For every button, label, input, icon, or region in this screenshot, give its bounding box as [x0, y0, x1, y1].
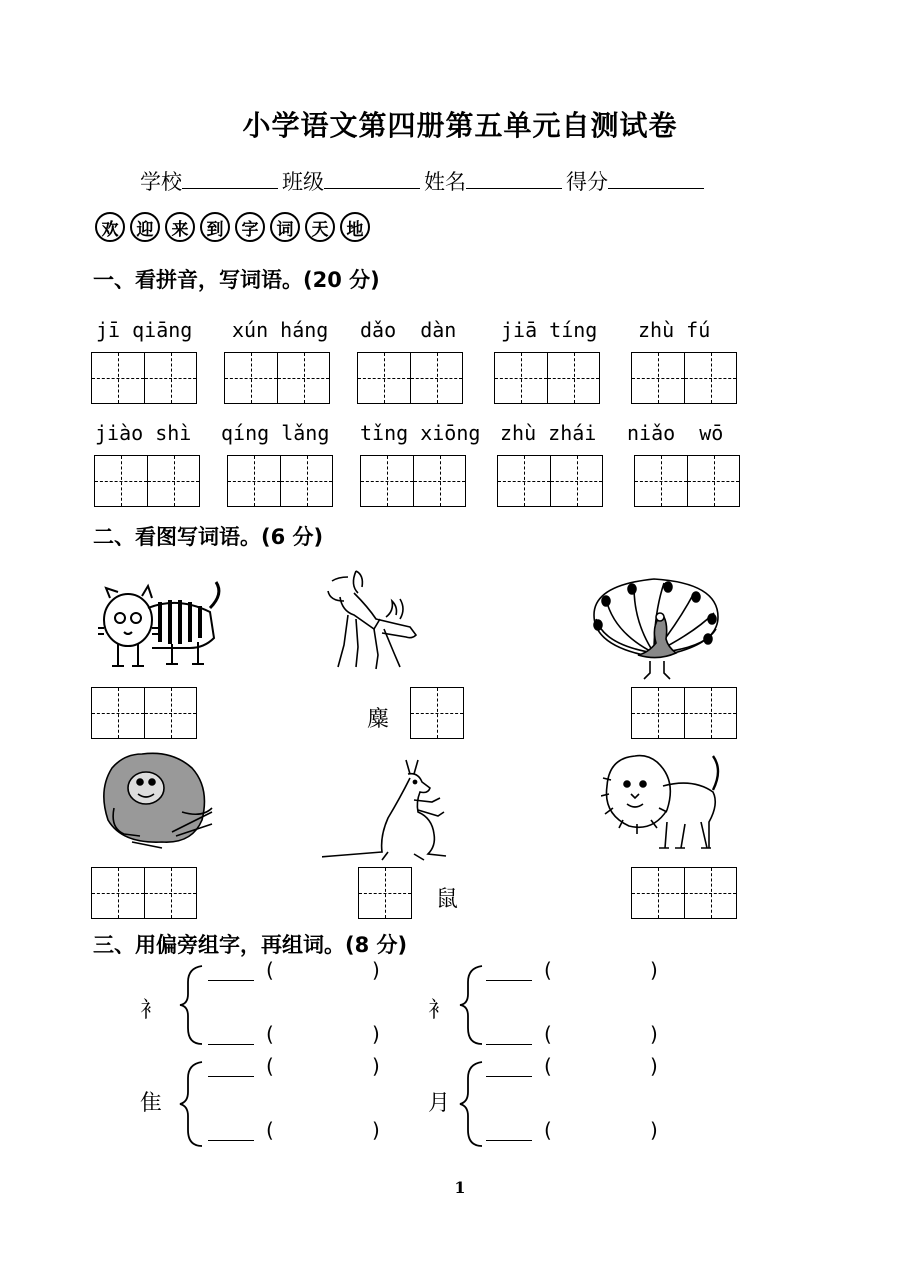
tiger-icon: [98, 578, 228, 674]
brace-icon: [458, 964, 488, 1046]
banner-char: 地: [340, 212, 370, 242]
pinyin: dǎo dàn: [360, 318, 457, 342]
pinyin: zhù fú: [638, 318, 711, 342]
writing-grid[interactable]: [358, 867, 412, 919]
answer-line[interactable]: [208, 1126, 254, 1145]
writing-grid[interactable]: [91, 687, 197, 739]
answer-line[interactable]: [208, 1062, 254, 1081]
answer-line[interactable]: [208, 1030, 254, 1049]
open-paren: (: [544, 958, 552, 982]
pinyin: tǐng xiōng: [360, 421, 481, 445]
banner-char: 词: [270, 212, 300, 242]
writing-grid[interactable]: [410, 687, 464, 739]
radical: 月: [428, 1091, 451, 1116]
pinyin: zhù zhái: [500, 421, 597, 445]
open-paren: (: [266, 1118, 274, 1142]
answer-line[interactable]: [208, 966, 254, 985]
gorilla-icon: [102, 748, 214, 852]
answer-line[interactable]: [486, 966, 532, 985]
radical: 衤: [140, 998, 163, 1023]
deer-icon: [326, 567, 420, 671]
pinyin: qíng lǎng: [221, 421, 330, 445]
open-paren: (: [544, 1022, 552, 1046]
radical: 隹: [140, 1091, 163, 1116]
close-paren: ): [372, 1118, 380, 1142]
banner-char: 到: [200, 212, 230, 242]
banner-char: 来: [165, 212, 195, 242]
open-paren: (: [266, 1022, 274, 1046]
close-paren: ): [650, 1022, 658, 1046]
name-label: 姓名: [424, 170, 466, 194]
writing-grid[interactable]: [224, 352, 330, 404]
radical: 衤: [428, 998, 451, 1023]
close-paren: ): [650, 1054, 658, 1078]
writing-grid[interactable]: [94, 455, 200, 507]
brace-icon: [178, 1060, 208, 1148]
banner: [95, 212, 370, 242]
writing-grid[interactable]: [494, 352, 600, 404]
writing-grid[interactable]: [631, 867, 737, 919]
class-blank[interactable]: [324, 168, 420, 189]
kangaroo-icon: [322, 756, 464, 864]
score-blank[interactable]: [608, 168, 704, 189]
writing-grid[interactable]: [631, 352, 737, 404]
school-label: 学校: [140, 170, 182, 194]
writing-grid[interactable]: [357, 352, 463, 404]
class-label: 班级: [282, 170, 324, 194]
pinyin: jiào shì: [95, 421, 192, 445]
writing-grid[interactable]: [91, 867, 197, 919]
writing-grid[interactable]: [631, 687, 737, 739]
banner-char: 欢: [95, 212, 125, 242]
close-paren: ): [650, 958, 658, 982]
lion-icon: [601, 750, 725, 858]
close-paren: ): [372, 1054, 380, 1078]
open-paren: (: [266, 958, 274, 982]
pinyin: jiā tíng: [501, 318, 598, 342]
page-title: 小学语文第四册第五单元自测试卷: [242, 109, 678, 142]
writing-grid[interactable]: [634, 455, 740, 507]
close-paren: ): [372, 1022, 380, 1046]
brace-icon: [458, 1060, 488, 1148]
brace-icon: [178, 964, 208, 1046]
open-paren: (: [266, 1054, 274, 1078]
banner-char: 迎: [130, 212, 160, 242]
page-number: 1: [454, 1178, 466, 1197]
name-blank[interactable]: [466, 168, 562, 189]
score-label: 得分: [566, 170, 608, 194]
pinyin: niǎo wō: [627, 421, 724, 445]
section1-heading: 一、看拼音，写词语。(20 分): [93, 268, 380, 292]
given-char: 麋: [367, 707, 390, 732]
section2-heading: 二、看图写词语。(6 分): [93, 525, 324, 549]
close-paren: ): [372, 958, 380, 982]
section3-heading: 三、用偏旁组字，再组词。(8 分): [93, 933, 408, 957]
writing-grid[interactable]: [91, 352, 197, 404]
open-paren: (: [544, 1054, 552, 1078]
student-info: [140, 166, 708, 196]
answer-line[interactable]: [486, 1030, 532, 1049]
banner-char: 字: [235, 212, 265, 242]
answer-line[interactable]: [486, 1062, 532, 1081]
writing-grid[interactable]: [227, 455, 333, 507]
close-paren: ): [650, 1118, 658, 1142]
answer-line[interactable]: [486, 1126, 532, 1145]
banner-char: 天: [305, 212, 335, 242]
given-char: 鼠: [436, 887, 459, 912]
writing-grid[interactable]: [360, 455, 466, 507]
school-blank[interactable]: [182, 168, 278, 189]
pinyin: jī qiāng: [96, 318, 193, 342]
open-paren: (: [544, 1118, 552, 1142]
writing-grid[interactable]: [497, 455, 603, 507]
pinyin: xún háng: [232, 318, 329, 342]
peacock-icon: [588, 577, 724, 681]
